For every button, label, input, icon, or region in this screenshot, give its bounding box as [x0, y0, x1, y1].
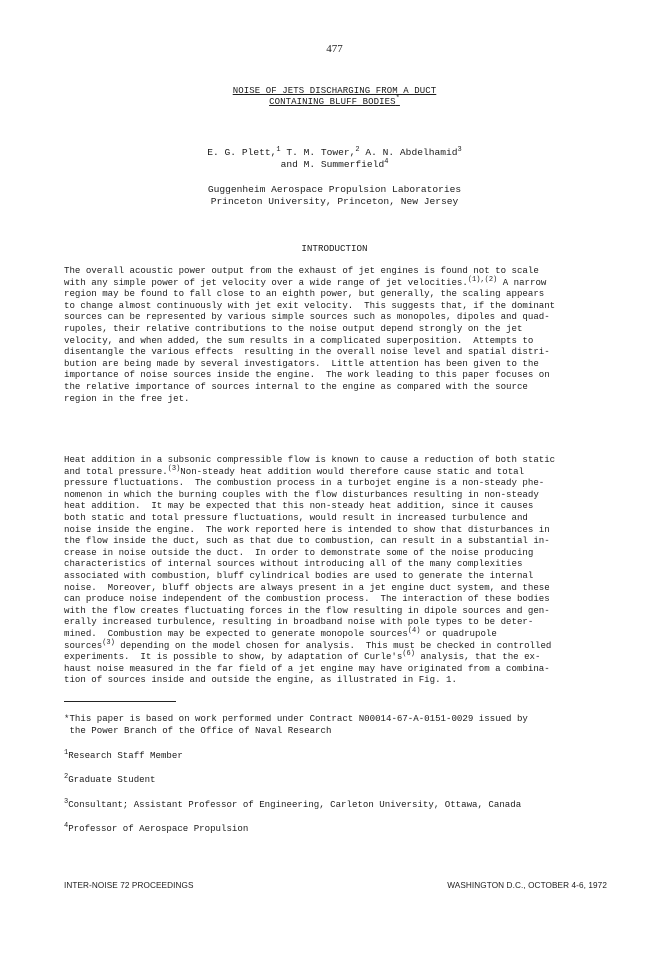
footnote-text: This paper is based on work performed under Contract N00014-67-A-0151-0029 issued by: [69, 713, 528, 724]
para-line: can produce noise independent of the combustion process. The interaction of these bodies: [64, 593, 550, 605]
affiliation-line-2: Princeton University, Princeton, New Jersey: [210, 196, 459, 207]
footnote-3: [64, 799, 624, 811]
para-line: [64, 466, 608, 478]
para-line: associated with combustion, bluff cylindrical bodies are used to generate the internal: [64, 569, 534, 581]
para-line: the relative importance of sources internal to the engine as compared with the source: [64, 380, 528, 392]
para-text: or quadrupole: [420, 627, 497, 639]
footnote-text: Research Staff Member: [68, 750, 183, 761]
para-line: importance of noise sources inside the engine. The work leading to this paper focuses on: [64, 369, 550, 381]
para-line: noise inside the engine. The work reported here is intended to show that disturbances in: [64, 523, 550, 535]
para-line: [64, 651, 608, 663]
para-line: disentangle the various effects resulting in the overall noise level and spatial distri-: [64, 346, 550, 358]
para-line: region in the free jet.: [64, 392, 190, 404]
para-line: tion of sources inside and outside the engine, as illustrated in Fig. 1.: [64, 674, 457, 686]
footnote-text: Graduate Student: [68, 774, 156, 785]
author-tower: T. M. Tower,: [280, 147, 356, 158]
para-line: Heat addition in a subsonic compressible flow is known to cause a reduction of both static: [64, 454, 556, 465]
para-line: nomenon in which the burning couples with the flow disturbances resulting in non-steady: [64, 488, 539, 500]
author-line-1: [0, 147, 669, 159]
author-marker-2: 2: [355, 146, 360, 154]
affiliation-line-1: Guggenheim Aerospace Propulsion Laboratories: [207, 184, 462, 195]
para-text: experiments. It is possible to show, by adaptation of Curle's: [64, 651, 403, 663]
title-line-2-text: CONTAINING BLUFF BODIES: [269, 97, 396, 107]
footnote-text: Professor of Aerospace Propulsion: [68, 823, 249, 834]
footnote-1: [64, 750, 624, 762]
author-marker-4: 4: [384, 158, 389, 166]
paper-title: [0, 86, 669, 108]
citation-marker: (3): [102, 638, 115, 647]
author-abdelhamid: A. N. Abdelhamid: [359, 147, 458, 158]
para-line: [64, 640, 608, 652]
para-line: sources can be represented by various simple sources such as monopoles, dipoles and quad-: [64, 311, 550, 323]
para-line: The overall acoustic power output from the exhaust of jet engines is found not to scale: [64, 265, 539, 276]
footnote-line: the Power Branch of the Office of Naval Research: [64, 724, 332, 736]
citation-marker: (1),(2): [467, 275, 498, 284]
para-line: erally increased turbulence, resulting in broadband noise with pole types to be deter-: [64, 616, 534, 628]
paragraph-2: [64, 454, 608, 686]
section-heading-introduction: INTRODUCTION: [301, 243, 368, 254]
para-line: velocity, and when added, the sum results in a complicated superposition. Attempts to: [64, 334, 534, 346]
footnote-4: [64, 823, 624, 835]
para-text: sources: [64, 639, 103, 651]
footnote-marker: 2: [64, 773, 69, 781]
para-text: analysis, that the ex-: [414, 651, 541, 663]
para-text: depending on the model chosen for analysis. This must be checked in controlled: [114, 639, 552, 651]
para-line: region may be found to fall close to an eighth power, but generally, the scaling appears: [64, 288, 545, 300]
footnote-marker: 1: [64, 749, 69, 757]
title-line-1: NOISE OF JETS DISCHARGING FROM A DUCT: [232, 86, 437, 96]
footer-proceedings: INTER-NOISE 72 PROCEEDINGS: [64, 881, 194, 890]
para-line: haust noise measured in the far field of a jet engine may have originated from a combina-: [64, 662, 550, 674]
footnote-marker: *: [64, 713, 70, 724]
para-line: noise. Moreover, bluff objects are always present in a jet engine duct system, and these: [64, 581, 550, 593]
footnote-divider: [64, 701, 176, 702]
footnote-marker: 4: [64, 822, 69, 830]
footnote-line: [64, 713, 624, 725]
author-list: [0, 147, 669, 171]
para-line: pressure fluctuations. The combustion process in a turbojet engine is a non-steady phe-: [64, 477, 545, 489]
citation-marker: (3): [167, 464, 181, 473]
footnote-star: [64, 713, 624, 736]
page-number: 477: [326, 43, 343, 55]
para-text: with any simple power of jet velocity over a wide range of jet velocities.: [64, 276, 468, 288]
title-line-2: [0, 97, 669, 108]
para-line: bution are being made by several investigators. Little attention has been given to the: [64, 357, 539, 369]
para-line: to change almost continuously with jet exit velocity. This suggests that, if the dominant: [64, 299, 556, 311]
author-marker-1: 1: [276, 146, 281, 154]
para-text: A narrow: [497, 276, 547, 288]
affiliation: [0, 184, 669, 208]
citation-marker: (6): [402, 650, 415, 659]
para-line: rupoles, their relative contributions to the noise output depend strongly on the jet: [64, 322, 523, 334]
paragraph-1: [64, 265, 608, 404]
para-text: and total pressure.: [64, 465, 168, 477]
author-marker-3: 3: [457, 146, 462, 154]
para-line: characteristics of internal sources without introducing all of the many complexities: [64, 558, 523, 570]
citation-marker: (4): [407, 626, 421, 635]
para-text: mined. Combustion may be expected to generate monopole sources: [64, 627, 408, 639]
title-footnote-marker: *: [395, 95, 400, 103]
para-text: Non-steady heat addition would therefore cause static and total: [180, 465, 525, 477]
author-plett: E. G. Plett,: [207, 147, 277, 158]
para-line: crease in noise outside the duct. In order to demonstrate some of the noise producing: [64, 546, 534, 558]
author-line-2: [0, 159, 669, 171]
para-line: both static and total pressure fluctuations, would result in increased turbulence and: [64, 511, 528, 523]
para-line: with the flow creates fluctuating forces in the flow resulting in dipole sources and gen-: [64, 604, 550, 616]
footer-location-date: WASHINGTON D.C., OCTOBER 4-6, 1972: [447, 881, 607, 890]
author-summerfield: and M. Summerfield: [280, 159, 385, 170]
para-line: [64, 277, 608, 289]
footnote-marker: 3: [64, 798, 69, 806]
footnote-text: Consultant; Assistant Professor of Engineering, Carleton University, Ottawa, Canada: [68, 799, 522, 810]
footnote-2: [64, 774, 624, 786]
para-line: heat addition. It may be expected that this non-steady heat addition, since it causes: [64, 500, 534, 512]
para-line: the flow inside the duct, such as that due to combustion, can result in a substantial in-: [64, 535, 550, 547]
para-line: [64, 628, 608, 640]
